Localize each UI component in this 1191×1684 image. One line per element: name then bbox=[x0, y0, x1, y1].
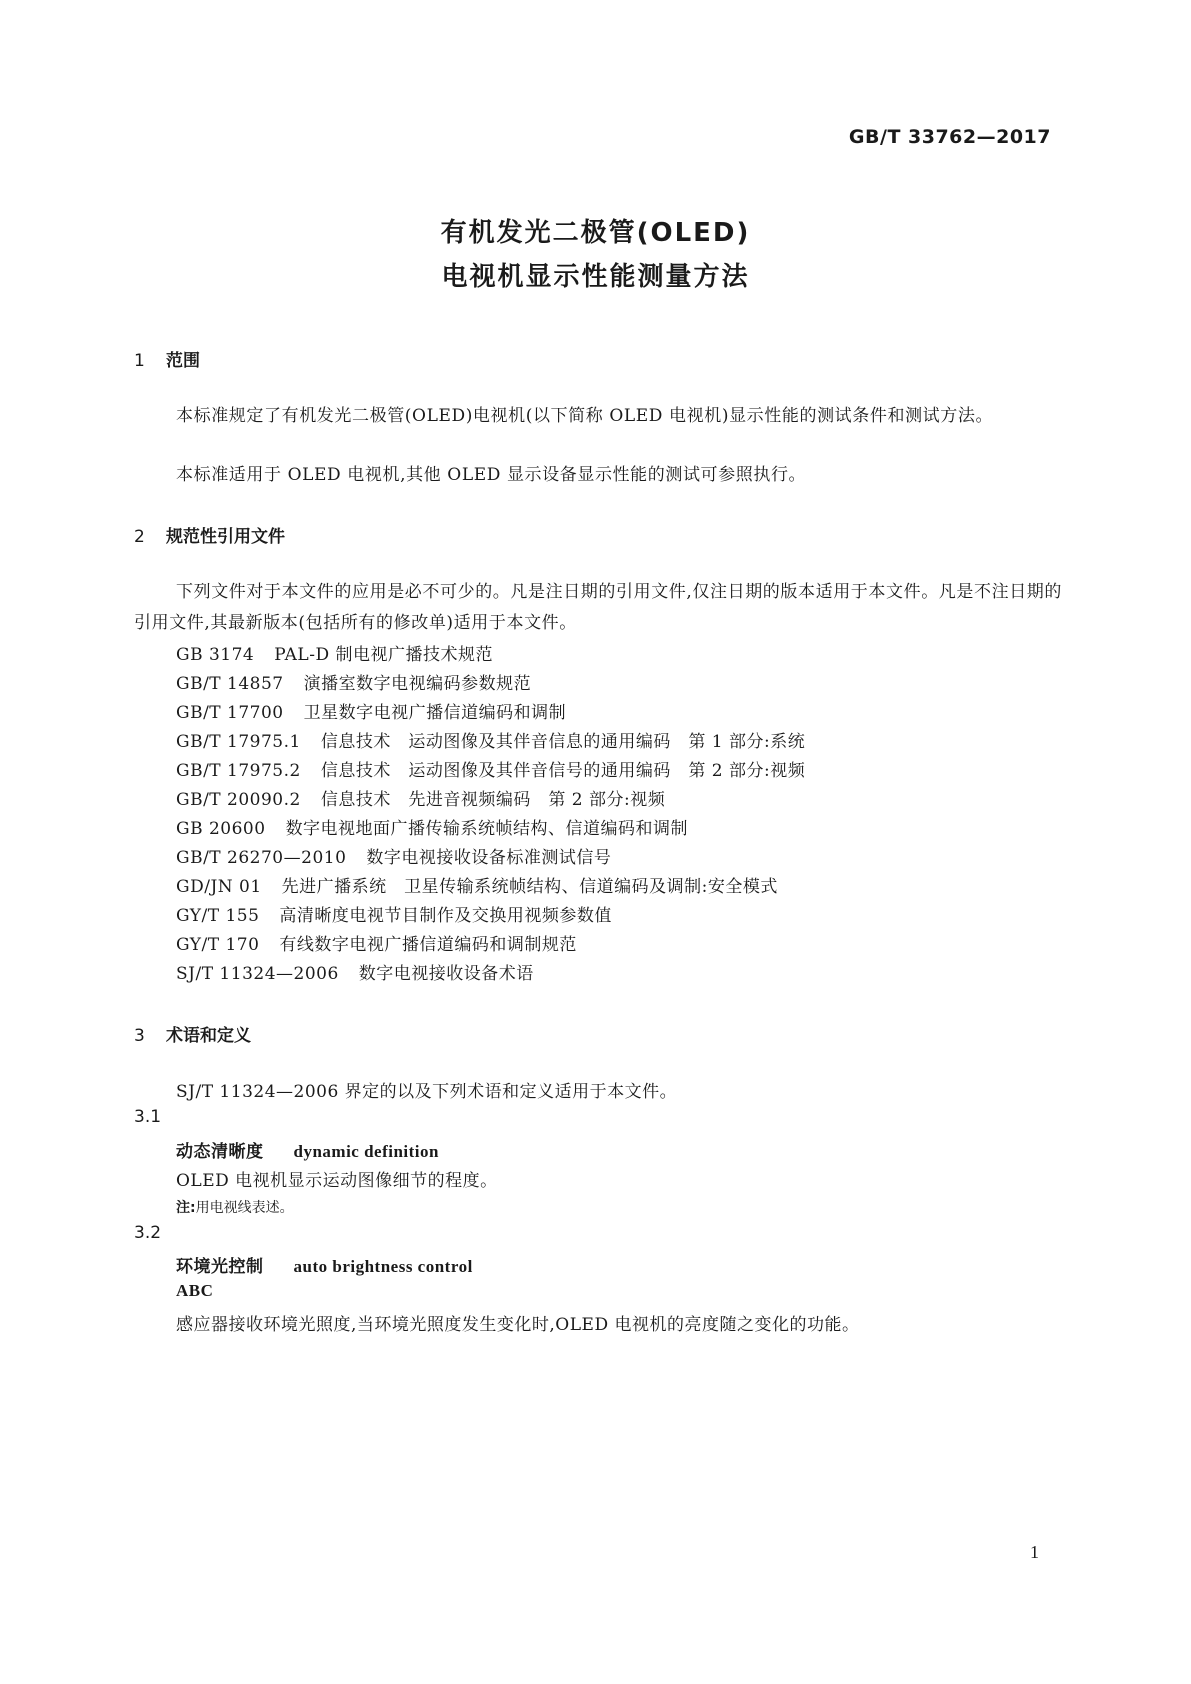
section-3-heading bbox=[134, 1021, 251, 1046]
section-title: 范围 bbox=[166, 351, 200, 371]
reference-code: GB/T 17700 bbox=[176, 703, 284, 723]
term-heading bbox=[176, 1137, 439, 1162]
reference-code: SJ/T 11324—2006 bbox=[176, 964, 339, 984]
reference-code: GD/JN 01 bbox=[176, 877, 262, 897]
term-number: 3.1 bbox=[134, 1107, 162, 1127]
section-3-intro: SJ/T 11324—2006 界定的以及下列术语和定义适用于本文件。 bbox=[176, 1082, 678, 1102]
reference-item bbox=[176, 669, 531, 694]
reference-item bbox=[176, 872, 778, 897]
term-definition: 感应器接收环境光照度,当环境光照度发生变化时,OLED 电视机的亮度随之变化的功能。 bbox=[176, 1315, 860, 1335]
reference-title: 数字电视地面广播传输系统帧结构、信道编码和调制 bbox=[285, 819, 689, 839]
reference-item bbox=[176, 640, 493, 665]
page-number: 1 bbox=[1030, 1542, 1039, 1562]
section-2-paragraph-1: 下列文件对于本文件的应用是必不可少的。凡是注日期的引用文件,仅注日期的版本适用于本文件。凡是不注日期的引用文件,其最新版本(包括所有的修改单)适用于本文件。 bbox=[134, 582, 1063, 633]
reference-code: GB/T 14857 bbox=[176, 674, 284, 694]
document-title-line2: 电视机显示性能测量方法 bbox=[441, 262, 750, 292]
reference-item bbox=[176, 959, 534, 984]
reference-title: 高清晰度电视节目制作及交换用视频参数值 bbox=[279, 906, 612, 926]
reference-title: 信息技术 先进音视频编码 第 2 部分:视频 bbox=[320, 790, 666, 810]
term-english: auto brightness control bbox=[293, 1257, 473, 1276]
reference-code: GB/T 20090.2 bbox=[176, 790, 301, 810]
standard-code: GB/T 33762—2017 bbox=[848, 126, 1051, 148]
reference-item bbox=[176, 843, 611, 868]
term-definition: OLED 电视机显示运动图像细节的程度。 bbox=[176, 1171, 498, 1191]
note-label: 注: bbox=[176, 1200, 196, 1216]
reference-item bbox=[176, 814, 688, 839]
reference-item bbox=[176, 756, 805, 781]
term-heading bbox=[176, 1252, 473, 1277]
reference-code: GB/T 17975.1 bbox=[176, 732, 301, 752]
section-1-paragraph-2: 本标准适用于 OLED 电视机,其他 OLED 显示设备显示性能的测试可参照执行。 bbox=[176, 465, 807, 485]
section-1-paragraph-1: 本标准规定了有机发光二极管(OLED)电视机(以下简称 OLED 电视机)显示性能的测试条件和测试方法。 bbox=[176, 406, 994, 426]
reference-code: GB 20600 bbox=[176, 819, 266, 839]
reference-title: 数字电视接收设备标准测试信号 bbox=[366, 848, 612, 868]
section-number: 1 bbox=[134, 351, 145, 371]
reference-title: 卫星数字电视广播信道编码和调制 bbox=[303, 703, 567, 723]
reference-code: GB 3174 bbox=[176, 645, 255, 665]
reference-title: 信息技术 运动图像及其伴音信息的通用编码 第 1 部分:系统 bbox=[320, 732, 806, 752]
reference-code: GY/T 155 bbox=[176, 906, 260, 926]
term-number: 3.2 bbox=[134, 1223, 162, 1243]
reference-title: PAL-D 制电视广播技术规范 bbox=[274, 645, 493, 665]
reference-title: 有线数字电视广播信道编码和调制规范 bbox=[279, 935, 577, 955]
reference-title: 先进广播系统 卫星传输系统帧结构、信道编码及调制:安全模式 bbox=[281, 877, 778, 897]
term-note bbox=[176, 1197, 294, 1217]
section-title: 术语和定义 bbox=[166, 1026, 251, 1046]
reference-item bbox=[176, 930, 577, 955]
term-chinese: 动态清晰度 bbox=[176, 1142, 264, 1162]
section-title: 规范性引用文件 bbox=[166, 527, 285, 547]
section-number: 2 bbox=[134, 527, 145, 547]
term-abbreviation: ABC bbox=[176, 1281, 214, 1300]
reference-title: 演播室数字电视编码参数规范 bbox=[303, 674, 532, 694]
reference-item bbox=[176, 698, 566, 723]
section-1-heading bbox=[134, 346, 200, 371]
reference-title: 信息技术 运动图像及其伴音信号的通用编码 第 2 部分:视频 bbox=[320, 761, 806, 781]
document-title-line1: 有机发光二极管(OLED) bbox=[440, 218, 751, 248]
reference-item bbox=[176, 901, 612, 926]
section-number: 3 bbox=[134, 1026, 145, 1046]
reference-code: GB/T 17975.2 bbox=[176, 761, 301, 781]
reference-code: GB/T 26270—2010 bbox=[176, 848, 347, 868]
section-2-heading bbox=[134, 522, 285, 547]
note-text: 用电视线表述。 bbox=[195, 1200, 294, 1216]
reference-code: GY/T 170 bbox=[176, 935, 260, 955]
reference-title: 数字电视接收设备术语 bbox=[358, 964, 534, 984]
reference-item bbox=[176, 785, 665, 810]
reference-item bbox=[176, 727, 805, 752]
term-chinese: 环境光控制 bbox=[176, 1257, 264, 1277]
term-english: dynamic definition bbox=[293, 1142, 439, 1161]
